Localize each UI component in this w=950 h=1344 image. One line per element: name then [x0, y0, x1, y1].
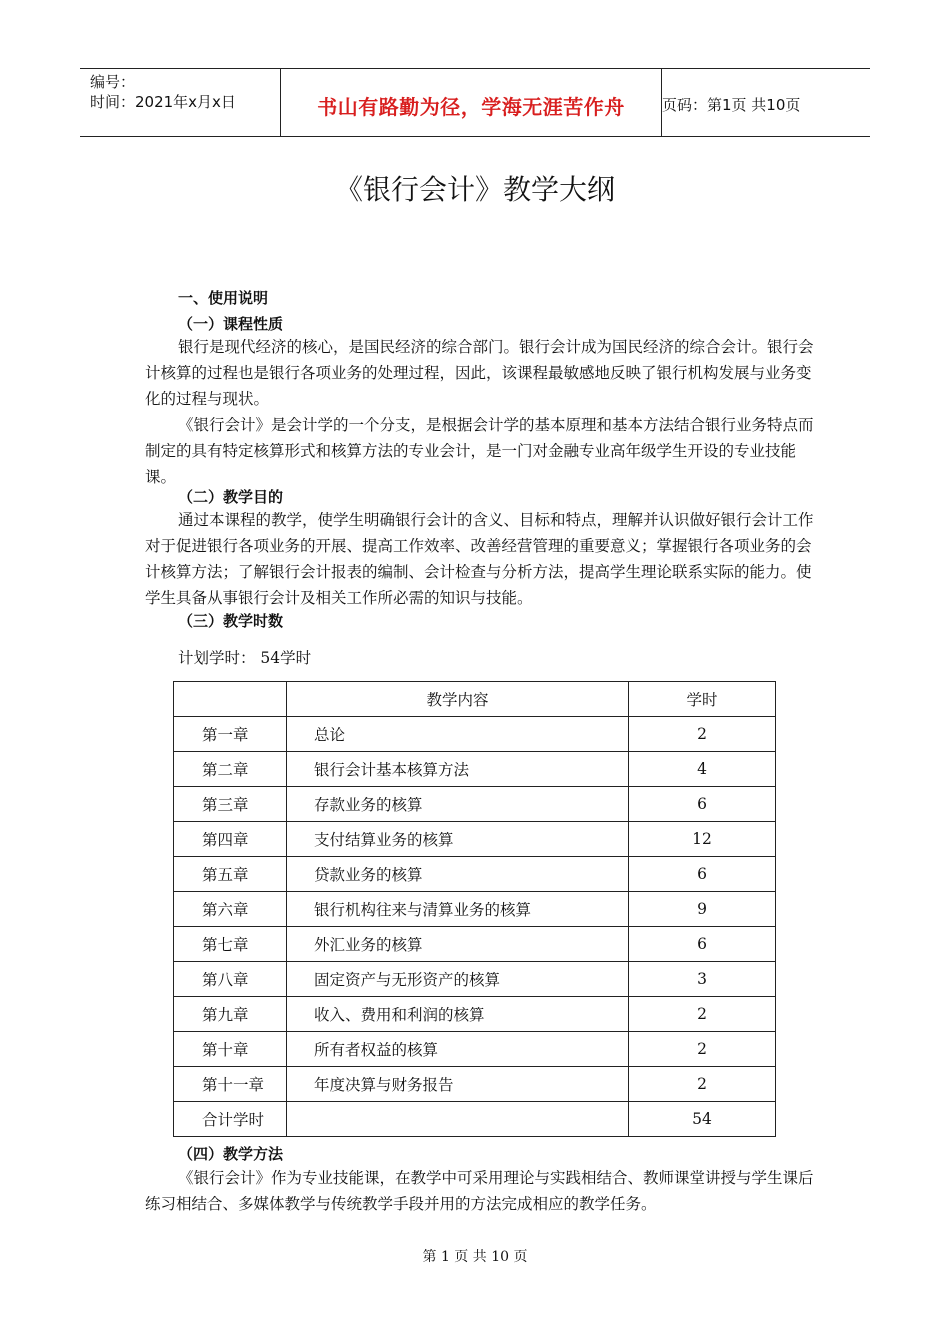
plan-hours-text: 计划学时： 54学时 [178, 649, 312, 667]
content-cell: 贷款业务的核算 [287, 857, 629, 892]
chapter-cell: 第十章 [174, 1032, 287, 1067]
teaching-goal-text [145, 507, 825, 611]
content-cell: 外汇业务的核算 [287, 927, 629, 962]
table-row [174, 752, 776, 787]
table-row [174, 857, 776, 892]
doc-number-label: 编号： [90, 73, 136, 91]
teaching-method-text [145, 1165, 825, 1217]
section-course-nature-heading: （一）课程性质 [178, 315, 284, 333]
document-title: 《银行会计》教学大纲 [334, 173, 615, 206]
content-cell: 收入、费用和利润的核算 [287, 997, 629, 1032]
hours-cell: 6 [629, 927, 776, 962]
hours-cell: 9 [629, 892, 776, 927]
chapter-cell: 第三章 [174, 787, 287, 822]
total-label-cell: 合计学时 [174, 1102, 287, 1137]
table-row [174, 1032, 776, 1067]
course-nature-paragraph-2: 《银行会计》是会计学的一个分支，是根据会计学的基本原理和基本方法结合银行业务特点而制定的具有特定核算形式和核算方法的专业会计，是一门对金融专业高年级学生开设的专业技能课。 [145, 416, 814, 486]
table-header-cell: 教学内容 [287, 682, 629, 717]
content-cell: 银行会计基本核算方法 [287, 752, 629, 787]
header-meta-cell [80, 69, 281, 136]
content-cell: 支付结算业务的核算 [287, 822, 629, 857]
course-nature-text [145, 334, 825, 490]
hours-cell: 3 [629, 962, 776, 997]
header-page-cell [662, 69, 870, 136]
table-row [174, 1067, 776, 1102]
chapter-cell: 第四章 [174, 822, 287, 857]
header-motto-cell [281, 69, 662, 136]
table-row [174, 997, 776, 1032]
table-header-row [174, 682, 776, 717]
section-teaching-hours-heading: （三）教学时数 [178, 612, 284, 630]
hours-cell: 2 [629, 997, 776, 1032]
header-page-info: 页码：第1页 共10页 [662, 96, 801, 114]
content-cell [287, 1102, 629, 1137]
content-cell: 存款业务的核算 [287, 787, 629, 822]
table-header-cell [174, 682, 287, 717]
teaching-goal-paragraph: 通过本课程的教学，使学生明确银行会计的含义、目标和特点，理解并认识做好银行会计工作对于促进银行各项业务的开展、提高工作效率、改善经营管理的重要意义；掌握银行各项业务的会计核算方法；了解银行会计报表的编制、会计检查与分析方法，提高学生理论联系实际的能力。使学生具备从事银行会计及相关工作所必需的知识与技能。 [145, 511, 814, 607]
chapter-cell: 第八章 [174, 962, 287, 997]
table-row [174, 822, 776, 857]
chapter-cell: 第五章 [174, 857, 287, 892]
chapter-cell: 第七章 [174, 927, 287, 962]
teaching-method-paragraph: 《银行会计》作为专业技能课，在教学中可采用理论与实践相结合、教师课堂讲授与学生课后练习相结合、多媒体教学与传统教学手段并用的方法完成相应的教学任务。 [145, 1169, 814, 1213]
table-row [174, 927, 776, 962]
table-row [174, 787, 776, 822]
chapter-cell: 第一章 [174, 717, 287, 752]
chapter-cell: 第十一章 [174, 1067, 287, 1102]
table-header-cell: 学时 [629, 682, 776, 717]
hours-table [173, 681, 776, 1137]
chapter-cell: 第二章 [174, 752, 287, 787]
content-cell: 银行机构往来与清算业务的核算 [287, 892, 629, 927]
hours-cell: 2 [629, 1032, 776, 1067]
chapter-cell: 第九章 [174, 997, 287, 1032]
hours-cell: 6 [629, 857, 776, 892]
page-footer: 第 1 页 共 10 页 [422, 1249, 528, 1265]
section-usage-heading: 一、使用说明 [178, 289, 269, 307]
table-row [174, 962, 776, 997]
hours-cell: 6 [629, 787, 776, 822]
section-teaching-method-heading: （四）教学方法 [178, 1145, 284, 1163]
table-total-row [174, 1102, 776, 1137]
course-nature-paragraph-1: 银行是现代经济的核心，是国民经济的综合部门。银行会计成为国民经济的综合会计。银行会计核算的过程也是银行各项业务的处理过程，因此，该课程最敏感地反映了银行机构发展与业务变化的过程与现状。 [145, 338, 814, 408]
header-motto: 书山有路勤为径，学海无涯苦作舟 [317, 95, 625, 119]
page-header [80, 68, 870, 137]
table-row [174, 717, 776, 752]
hours-cell: 2 [629, 1067, 776, 1102]
hours-cell: 2 [629, 717, 776, 752]
section-teaching-goal-heading: （二）教学目的 [178, 488, 284, 506]
chapter-cell: 第六章 [174, 892, 287, 927]
content-cell: 年度决算与财务报告 [287, 1067, 629, 1102]
content-cell: 固定资产与无形资产的核算 [287, 962, 629, 997]
hours-cell: 12 [629, 822, 776, 857]
total-hours-cell: 54 [629, 1102, 776, 1137]
hours-cell: 4 [629, 752, 776, 787]
content-cell: 总论 [287, 717, 629, 752]
table-row [174, 892, 776, 927]
content-cell: 所有者权益的核算 [287, 1032, 629, 1067]
doc-time-label: 时间：2021年x月x日 [90, 93, 236, 111]
